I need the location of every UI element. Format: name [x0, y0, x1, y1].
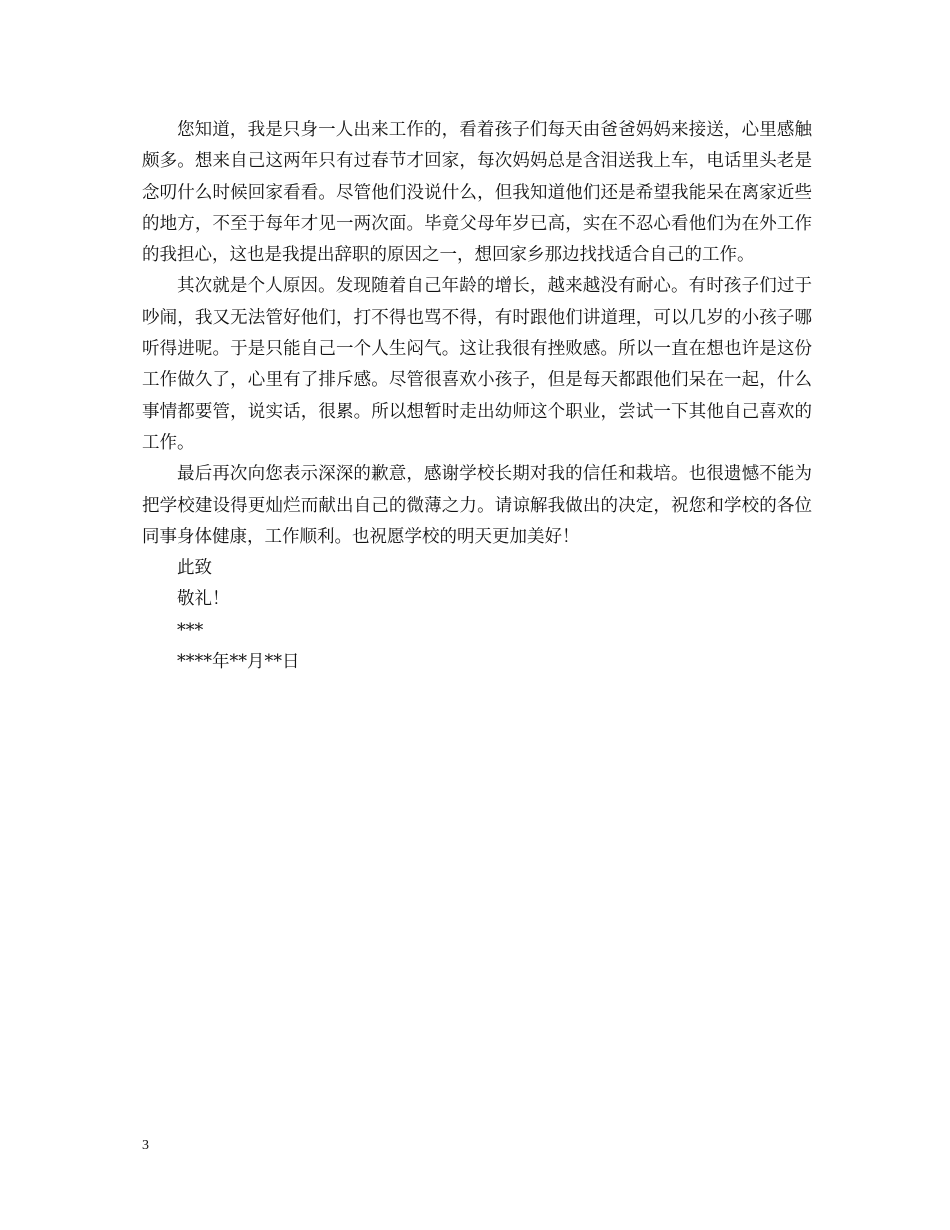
- paragraph-personal-reason: 其次就是个人原因。发现随着自己年龄的增长，越来越没有耐心。有时孩子们过于吵闹，我又无法管好他们，打不得也骂不得，有时跟他们讲道理，可以几岁的小孩子哪听得进呢。于是只能自己一个人生闷气。这让我很有挫败感。所以一直在想也许是这份工作做久了，心里有了排斥感。尽管很喜欢小孩子，但是每天都跟他们呆在一起，什么事情都要管，说实话，很累。所以想暂时走出幼师这个职业，尝试一下其他自己喜欢的工作。: [142, 276, 812, 453]
- paragraph-family-reason: 您知道，我是只身一人出来工作的，看着孩子们每天由爸爸妈妈来接送，心里感触颇多。想来自己这两年只有过春节才回家，每次妈妈总是含泪送我上车，电话里头老是念叨什么时候回家看看。尽管他们没说什么，但我知道他们还是希望我能呆在离家近些的地方，不至于每年才见一两次面。毕竟父母年岁已高，实在不忍心看他们为在外工作的我担心，这也是我提出辞职的原因之一，想回家乡那边找找适合自己的工作。: [142, 120, 812, 266]
- closing-salutation: 此致: [177, 558, 212, 579]
- closing-regards: 敬礼！: [177, 589, 230, 610]
- letter-date: ****年**月**日: [177, 652, 300, 673]
- letter-body: [142, 115, 812, 678]
- page-number: 3: [142, 1138, 149, 1153]
- paragraph-apology: 最后再次向您表示深深的歉意，感谢学校长期对我的信任和栽培。也很遗憾不能为把学校建设得更灿烂而献出自己的微薄之力。请谅解我做出的决定，祝您和学校的各位同事身体健康，工作顺利。也祝愿学校的明天更加美好！: [142, 464, 812, 547]
- signature: ***: [177, 620, 204, 641]
